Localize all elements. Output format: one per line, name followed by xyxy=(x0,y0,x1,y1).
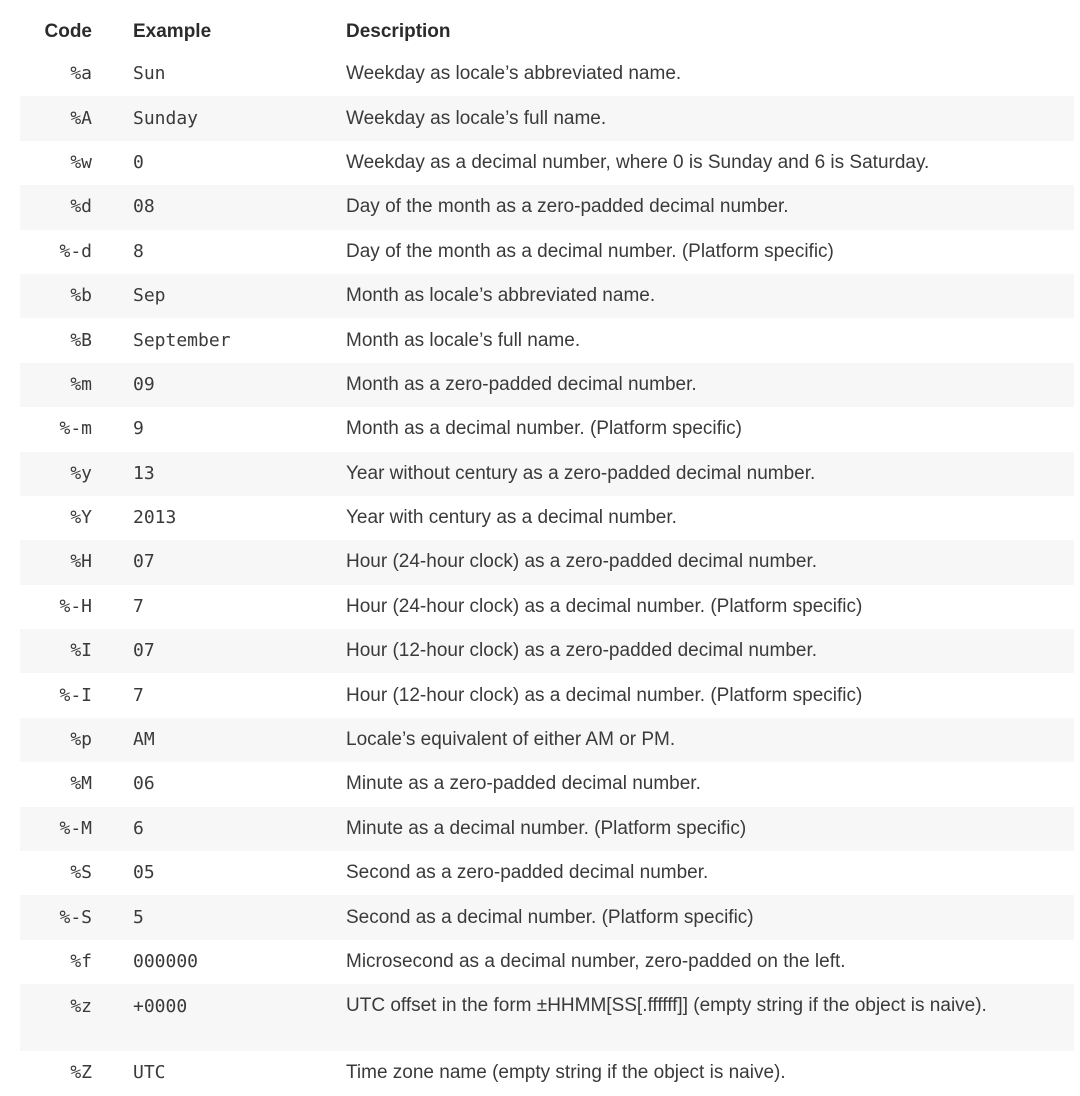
format-code-cell: %m xyxy=(70,373,92,395)
example-cell: 13 xyxy=(133,462,155,484)
table-row xyxy=(20,585,1074,629)
format-code-cell: %M xyxy=(70,773,92,795)
format-code-cell: %y xyxy=(70,462,92,484)
table-row xyxy=(20,762,1074,806)
description-cell: Hour (24-hour clock) as a decimal number. (Platform specific) xyxy=(346,595,863,617)
example-cell: 6 xyxy=(133,817,144,839)
format-code-cell: %H xyxy=(70,551,92,573)
example-cell: 07 xyxy=(133,640,155,662)
format-code-cell: %f xyxy=(70,951,92,972)
example-cell: 09 xyxy=(133,373,155,395)
example-cell: 07 xyxy=(133,551,155,573)
table-row xyxy=(20,52,1074,96)
description-cell: Year with century as a decimal number. xyxy=(346,507,677,529)
description-cell: Year without century as a zero-padded decimal number. xyxy=(346,462,816,484)
example-cell: 5 xyxy=(133,906,144,928)
description-cell: Microsecond as a decimal number, zero-padded on the left. xyxy=(346,951,846,972)
example-cell: UTC xyxy=(133,1062,166,1084)
format-code-cell: %S xyxy=(70,862,92,884)
description-cell: Weekday as a decimal number, where 0 is Sunday and 6 is Saturday. xyxy=(346,151,930,173)
example-cell: Sun xyxy=(133,63,166,85)
table-row xyxy=(20,185,1074,229)
header-code: Code xyxy=(44,21,92,42)
table-row xyxy=(20,274,1074,318)
example-cell: AM xyxy=(133,729,155,751)
format-code-cell: %-I xyxy=(59,684,92,706)
description-cell: Minute as a zero-padded decimal number. xyxy=(346,773,701,795)
format-code-cell: %a xyxy=(70,63,92,85)
table-row xyxy=(20,895,1074,939)
example-cell: Sunday xyxy=(133,107,199,129)
format-code-cell: %p xyxy=(70,729,92,751)
example-cell: 2013 xyxy=(133,507,177,529)
format-code-cell: %w xyxy=(70,151,92,173)
format-code-cell: %Z xyxy=(70,1062,92,1084)
description-cell: Minute as a decimal number. (Platform specific) xyxy=(346,817,747,839)
table-row xyxy=(20,496,1074,540)
description-cell: Month as locale’s abbreviated name. xyxy=(346,285,656,307)
description-cell: Month as locale’s full name. xyxy=(346,329,581,351)
example-cell: September xyxy=(133,329,231,351)
example-cell: 05 xyxy=(133,862,155,884)
description-cell: Second as a decimal number. (Platform specific) xyxy=(346,906,754,928)
header-example: Example xyxy=(133,21,212,42)
example-cell: 000000 xyxy=(133,951,199,972)
table-row xyxy=(20,807,1074,851)
description-cell: Locale’s equivalent of either AM or PM. xyxy=(346,729,676,751)
table-row xyxy=(20,96,1074,140)
table-row xyxy=(20,452,1074,496)
format-code-cell: %I xyxy=(70,640,92,662)
format-code-cell: %z xyxy=(70,996,92,1018)
format-code-cell: %b xyxy=(70,285,92,307)
description-cell: Day of the month as a zero-padded decimal number. xyxy=(346,196,789,218)
format-codes-table xyxy=(20,12,1074,1096)
header-row xyxy=(20,12,1074,52)
format-code-cell: %B xyxy=(70,329,92,351)
format-codes-table-container xyxy=(20,12,1074,1096)
example-cell: 0 xyxy=(133,151,144,173)
example-cell: 9 xyxy=(133,418,144,440)
table-row xyxy=(20,851,1074,895)
description-cell: Weekday as locale’s abbreviated name. xyxy=(346,63,682,85)
example-cell: 8 xyxy=(133,240,144,262)
description-cell: Hour (12-hour clock) as a zero-padded decimal number. xyxy=(346,640,818,662)
description-cell: Month as a zero-padded decimal number. xyxy=(346,373,697,395)
example-cell: 08 xyxy=(133,196,155,218)
table-row xyxy=(20,718,1074,762)
description-cell: Second as a zero-padded decimal number. xyxy=(346,862,709,884)
format-code-cell: %A xyxy=(70,107,92,129)
format-code-cell: %-H xyxy=(59,595,92,617)
example-cell: +0000 xyxy=(133,996,188,1018)
example-cell: 7 xyxy=(133,595,144,617)
header-description: Description xyxy=(346,21,451,42)
table-body xyxy=(20,52,1074,1096)
description-cell: Weekday as locale’s full name. xyxy=(346,107,607,129)
format-code-cell: %-d xyxy=(59,240,92,262)
table-row xyxy=(20,673,1074,717)
format-code-cell: %-m xyxy=(59,418,92,440)
format-code-cell: %Y xyxy=(70,507,92,529)
description-cell: Hour (24-hour clock) as a zero-padded decimal number. xyxy=(346,551,818,573)
example-cell: Sep xyxy=(133,285,166,307)
table-row xyxy=(20,1051,1074,1095)
example-cell: 7 xyxy=(133,684,144,706)
table-row xyxy=(20,940,1074,984)
table-row xyxy=(20,230,1074,274)
format-code-cell: %-M xyxy=(59,817,92,839)
table-row xyxy=(20,141,1074,185)
table-row xyxy=(20,363,1074,407)
example-cell: 06 xyxy=(133,773,155,795)
description-cell: Hour (12-hour clock) as a decimal number. (Platform specific) xyxy=(346,684,863,706)
description-cell: Month as a decimal number. (Platform specific) xyxy=(346,418,742,440)
description-cell: UTC offset in the form ±HHMM[SS[.ffffff]] (empty string if the object is naive). xyxy=(346,995,987,1017)
table-row xyxy=(20,540,1074,584)
description-cell: Time zone name (empty string if the object is naive). xyxy=(346,1062,786,1084)
table-header xyxy=(20,12,1074,52)
format-code-cell: %d xyxy=(70,196,92,218)
table-row xyxy=(20,629,1074,673)
table-row xyxy=(20,407,1074,451)
table-row xyxy=(20,984,1074,1051)
format-code-cell: %-S xyxy=(59,906,92,928)
description-cell: Day of the month as a decimal number. (Platform specific) xyxy=(346,240,834,262)
table-row xyxy=(20,318,1074,362)
